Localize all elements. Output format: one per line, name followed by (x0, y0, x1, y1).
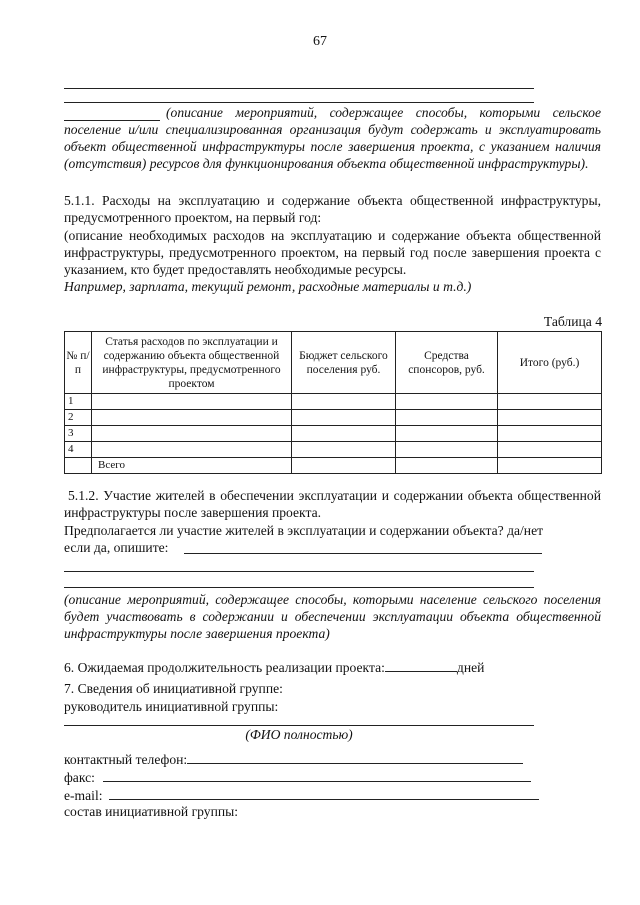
table-cell[interactable] (92, 410, 292, 426)
header-sponsors: Средства спонсоров, руб. (396, 332, 498, 394)
composition-label: состав инициативной группы: (64, 804, 239, 819)
section-7-heading: 7. Сведения об инициативной группе: (64, 681, 283, 696)
table-cell[interactable] (292, 394, 396, 410)
table-cell[interactable] (396, 458, 498, 474)
fax-label: факс: (64, 770, 95, 785)
section-5-1-1-explanation: (описание необходимых расходов на эксплуатацию и содержание объекта общественной инфраструктуры, предусмотренного проектом, на первый год после завершения проекта с указанием, кто будет предоставлять необходимые ресурсы. (64, 228, 601, 277)
table-caption: Таблица 4 (543, 314, 602, 329)
table-cell (65, 458, 92, 474)
table-cell[interactable] (498, 410, 602, 426)
total-label: Всего (92, 458, 292, 474)
section-5-1-1-example: Например, зарплата, текущий ремонт, расходные материалы и т.д.) (64, 279, 472, 294)
table-cell[interactable] (498, 394, 602, 410)
blank-line (64, 88, 534, 89)
table-row (65, 394, 602, 410)
row-number: 1 (65, 394, 92, 410)
section-5-1-2-description: (описание мероприятий, содержащее способы, которыми население сельского поселения будет участвовать в содержании и обеспечении эксплуатации объекта общественной инфраструктуры после завершения проекта) (64, 592, 601, 641)
page-number: 67 (313, 34, 327, 49)
email-input[interactable] (109, 799, 539, 800)
table-cell[interactable] (498, 426, 602, 442)
table-cell[interactable] (292, 426, 396, 442)
duration-input[interactable] (385, 671, 457, 672)
table-cell[interactable] (92, 426, 292, 442)
block1-description: (описание мероприятий, содержащее способы, которыми сельское поселение и/или специализированная организация будут содержать и эксплуатировать объект общественной инфраструктуры после завершения проекта, с указанием наличия (отсутствия) ресурсов для функционирования объекта общественной инфраструктуры). (64, 105, 601, 171)
row-number: 2 (65, 410, 92, 426)
table-total-row (65, 458, 602, 474)
phone-row (64, 751, 601, 768)
table-cell[interactable] (292, 442, 396, 458)
section-5-1-2-if-yes: если да, опишите: (64, 540, 169, 555)
header-budget: Бюджет сельского поселения руб. (292, 332, 396, 394)
answer-line[interactable] (64, 571, 534, 572)
table-cell[interactable] (396, 394, 498, 410)
phone-label: контактный телефон: (64, 752, 188, 767)
duration-label: 6. Ожидаемая продолжительность реализации проекта: (64, 660, 385, 675)
table-row (65, 410, 602, 426)
fax-row (64, 769, 601, 786)
header-total: Итого (руб.) (498, 332, 602, 394)
fio-hint: (ФИО полностью) (245, 727, 353, 742)
table-cell[interactable] (498, 442, 602, 458)
table-cell[interactable] (396, 426, 498, 442)
leader-label: руководитель инициативной группы: (64, 699, 279, 714)
answer-line[interactable] (184, 553, 542, 554)
section-5-1-2-heading: 5.1.2. Участие жителей в обеспечении эксплуатации и содержании объекта общественной инфраструктуры после завершения проекта. (64, 488, 601, 520)
email-row (64, 787, 601, 804)
blank-line (64, 102, 534, 103)
table-cell[interactable] (396, 442, 498, 458)
table-row (65, 426, 602, 442)
row-number: 4 (65, 442, 92, 458)
phone-input[interactable] (187, 763, 523, 764)
fio-field[interactable] (64, 725, 534, 743)
table-cell[interactable] (396, 410, 498, 426)
costs-table (64, 331, 602, 474)
table-cell[interactable] (292, 410, 396, 426)
header-number: № п/п (65, 332, 92, 394)
row-number: 3 (65, 426, 92, 442)
section-6 (64, 659, 601, 676)
table-row (65, 442, 602, 458)
section-5-1-2-question: Предполагается ли участие жителей в эксплуатации и содержании объекта? да/нет (64, 523, 544, 538)
table-cell[interactable] (292, 458, 396, 474)
header-expense-item: Статья расходов по эксплуатации и содержанию объекта общественной инфраструктуры, предусмотренного проектом (92, 332, 292, 394)
duration-unit: дней (456, 660, 485, 675)
table-cell[interactable] (92, 394, 292, 410)
answer-line[interactable] (64, 587, 534, 588)
section-5-1-1-heading: 5.1.1. Расходы на эксплуатацию и содержание объекта общественной инфраструктуры, предусмотренного проектом, на первый год: (64, 193, 601, 225)
table-header-row (65, 332, 602, 394)
table-cell[interactable] (498, 458, 602, 474)
table-cell[interactable] (92, 442, 292, 458)
fax-input[interactable] (103, 781, 531, 782)
email-label: e-mail: (64, 788, 103, 803)
